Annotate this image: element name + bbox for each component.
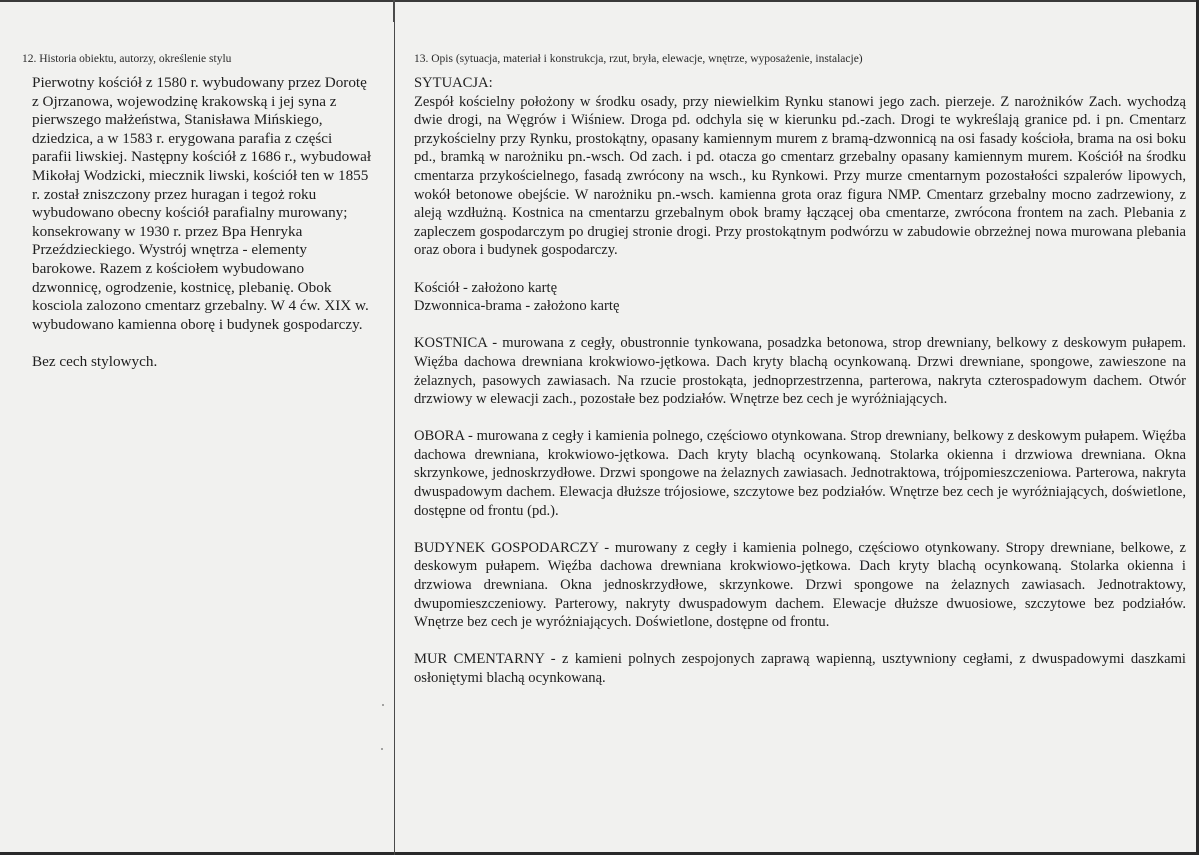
budynek-paragraph: BUDYNEK GOSPODARCZY - murowany z cegły i kamienia polnego, częściowo otynkowany. Stropy drewniane, belkowe, z deskowym pułapem. Więźba dachowa drewniana krokwiowo-jętkowa. Dach kryty blachą ocynkowaną. Stolarka okienna i drzwiowa drewniana. Okna jednoskrzydłowe, skrzynkowe. Drzwi spongowe na żelaznych zawiasach. Jednotraktowy, dwupomieszczeniowy. Parterowy, nakryty dwuspadowym dachem. Elewacje dłuższe dwuosiowe, szczytowe bez podziałów. Wnętrze bez cech je wyróżniających. Doświetlone, dostępne od frontu. [414,539,1186,631]
column-divider [394,20,395,855]
history-paragraph: Pierwotny kościół z 1580 r. wybudowany przez Dorotę z Ojrzanowa, wojewodzinę krakowską i jej syna z pierwszego małżeństwa, Stanisława Mińskiego, dziedzica, a w 1583 r. erygowana parafia z części parafii liwskiej. Następny kościół z 1686 r., wybudował Mikołaj Wodzicki, miecznik liwski, kościół ten w 1855 r. został zniszczony przez huragan i tegoż roku wybudowano obecny kościół parafialny murowany; konsekrowany w 1930 r. przez Bpa Henryka Przeździeckiego. Wystrój wnętrza - elementy barokowe. Razem z kościołem wybudowano dzwonnicę, ogrodzenie, kostnicę, plebanię. Obok kosciola zalozono cmentarz grzebalny. W 4 ćw. XIX w. wybudowano kamienna oborę i budynek gospodarczy. [32,74,372,333]
church-note: Kościół - założono kartę [414,279,558,296]
belfry-note: Dzwonnica-brama - założono kartę [414,298,620,315]
kostnica-paragraph: KOSTNICA - murowana z cegły, obustronnie tynkowana, posadzka betonowa, strop drewniany, belkowy z deskowym pułapem. Więźba dachowa drewniana krokwiowo-jętkowa. Dach kryty blachą ocynkowaną. Drzwi drewniane, spongowe, zawieszone na żelaznych, pasowych zawiasach. Na rzucie prostokąta, jednoprzestrzenna, parterowa, nakryta czterospadowym dachem. Otwór drzwiowy w elewacji zach., pozostałe bez podziałów. Wnętrze bez cech je wyróżniających. [414,335,1186,408]
paragraph-gap [414,409,1186,428]
history-header: 12. Historia obiektu, autorzy, określenie stylu [22,53,232,65]
paragraph-gap [414,520,1186,539]
description-header: 13. Opis (sytuacja, materiał i konstrukcja, rzut, bryła, elewacje, wnętrze, wyposażenie, instalacje) [414,53,863,65]
situation-title: SYTUACJA: [414,75,493,91]
situation-paragraph: Zespół kościelny położony w środku osady, przy niewielkim Rynku stanowi jego zach. pierzeje. Z narożników Zach. wychodzą dwie drogi, na Węgrów i Wiśniew. Droga pd. odchyla się w kierunku pd.-zach. Drogi te wykreślają granice pd. i pn. Cmentarz przykościelny przy Rynku, prostokątny, opasany kamiennym murem z bramą-dzwonnicą na osi fasady kościoła, brama na osi boku pd., bramką w narożniku pn.-wsch. Od zach. i pd. otacza go cmentarz grzebalny opasany kamiennym murem. Kościół na środku cmentarza przykościelnego, fasadą zwrócony na wsch., ku Rynkowi. Przy murze cmentarnym pozostałości szpalerów lipowych, wokół betonowe obejście. W narożniku pn.-wsch. kamienna grota oraz figura NMP. Cmentarz grzebalny mocno zadrzewiony, z aleją wzdłużną. Kostnica na cmentarzu grzebalnym obok bramy łączącej oba cmentarze, zwrócona frontem na zach. Plebania z zapleczem gospodarczym po drugiej stronie drogi. Przy prostokątnym podwórzu w zabudowie obrzeżnej nowa murowana plebania oraz obora i budynek gospodarczy. [414,93,1186,259]
description-section [414,52,1186,688]
paragraph-gap [32,334,374,353]
paragraph-gap [414,260,1186,279]
history-body [32,74,374,372]
style-paragraph: Bez cech stylowych. [32,352,158,370]
scan-speck [381,748,383,750]
paragraph-gap [414,316,1186,335]
history-section [22,52,374,372]
scan-speck [382,704,384,706]
paragraph-gap [414,632,1186,651]
column-divider-top [393,0,395,22]
description-body [414,74,1186,688]
page-top-edge [0,0,1199,2]
mur-paragraph: MUR CMENTARNY - z kamieni polnych zespojonych zaprawą wapienną, usztywniony cegłami, z dwuspadowymi daszkami osłoniętymi blachą ocynkowaną. [414,651,1186,686]
obora-paragraph: OBORA - murowana z cegły i kamienia polnego, częściowo otynkowana. Strop drewniany, belkowy z deskowym pułapem. Więźba dachowa drewniana, krokwiowo-jętkowa. Dach kryty blachą ocynkowaną. Stolarka okienna i drzwiowa drewniana. Okna skrzynkowe, jednoskrzydłowe. Drzwi spongowe na żelaznych zawiasach. Jednotraktowa, trójpomieszczeniowa. Parterowa, nakryta dwuspadowym dachem. Elewacja dłuższe trójosiowe, szczytowe bez podziałów. Wnętrze bez cech je wyróżniających, doświetlone, dostępne od frontu (pd.). [414,428,1186,519]
